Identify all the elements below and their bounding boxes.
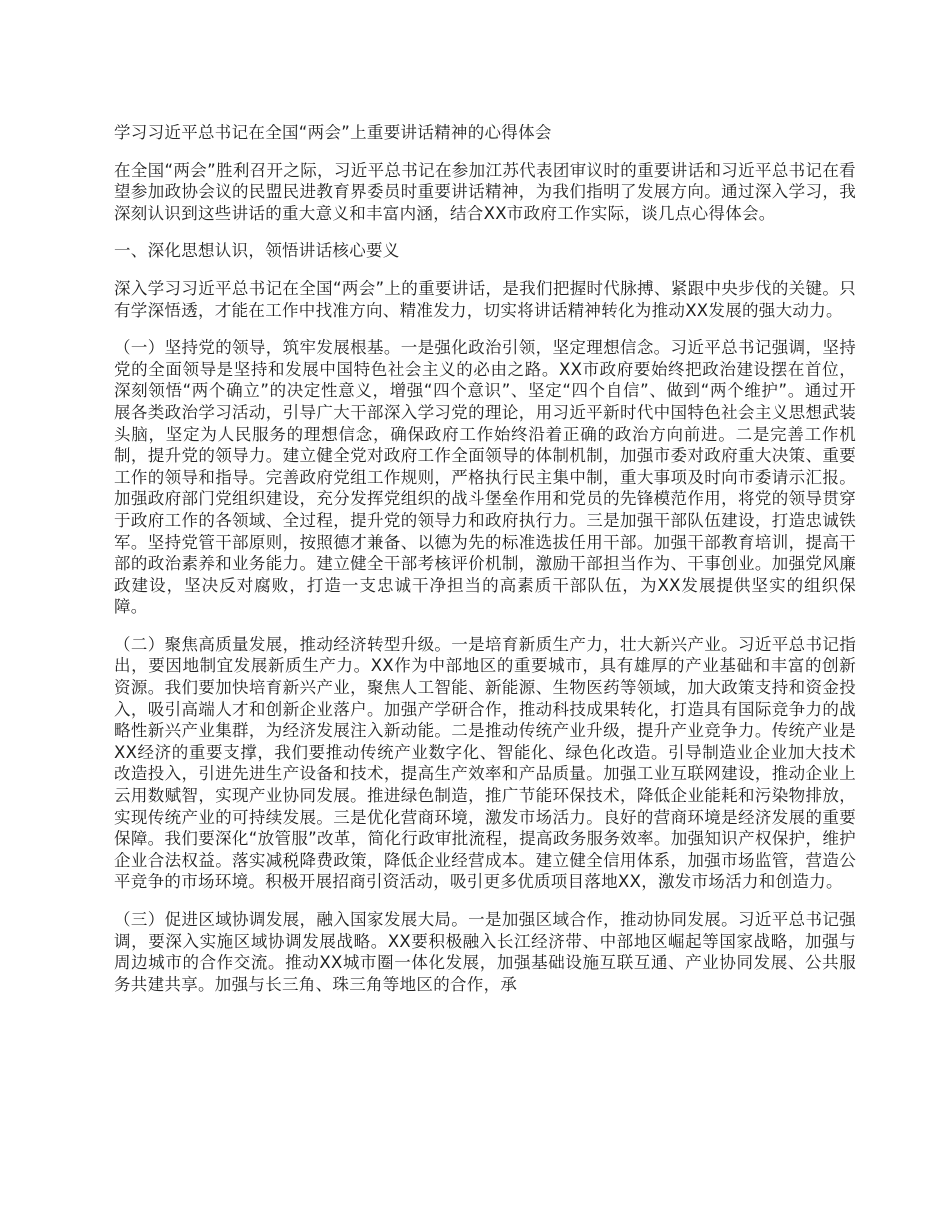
document-body	[114, 122, 856, 1011]
section-intro-paragraph: 深入学习习近平总书记在全国“两会”上的重要讲话，是我们把握时代脉搏、紧跟中央步伐的关键。只有学深悟透，才能在工作中找准方向、精准发力，切实将讲话精神转化为推动XX发展的强大动力。	[114, 278, 856, 320]
intro-paragraph: 在全国“两会”胜利召开之际，习近平总书记在参加江苏代表团审议时的重要讲话和习近平总书记在看望参加政协会议的民盟民进教育界委员时重要讲话精神，为我们指明了发展方向。通过深入学习，我深刻认识到这些讲话的重大意义和丰富内涵，结合XX市政府工作实际，谈几点心得体会。	[114, 160, 856, 223]
document-title: 学习习近平总书记在全国“两会”上重要讲话精神的心得体会	[114, 123, 552, 142]
paragraph-high-quality-development: （二）聚焦高质量发展，推动经济转型升级。一是培育新质生产力，壮大新兴产业。习近平总书记指出，要因地制宜发展新质生产力。XX作为中部地区的重要城市，具有雄厚的产业基础和丰富的创新资源。我们要加快培育新兴产业，聚焦人工智能、新能源、生物医药等领域，加大政策支持和资金投入，吸引高端人才和创新企业落户。加强产学研合作，推动科技成果转化，打造具有国际竞争力的战略性新兴产业集群，为经济发展注入新动能。二是推动传统产业升级，提升产业竞争力。传统产业是XX经济的重要支撑，我们要推动传统产业数字化、智能化、绿色化改造。引导制造业企业加大技术改造投入，引进先进生产设备和技术，提高生产效率和产品质量。加强工业互联网建设，推动企业上云用数赋智，实现产业协同发展。推进绿色制造，推广节能环保技术，降低企业能耗和污染物排放，实现传统产业的可持续发展。三是优化营商环境，激发市场活力。良好的营商环境是经济发展的重要保障。我们要深化“放管服”改革，简化行政审批流程，提高政务服务效率。加强知识产权保护，维护企业合法权益。落实减税降费政策，降低企业经营成本。建立健全信用体系，加强市场监管，营造公平竞争的市场环境。积极开展招商引资活动，吸引更多优质项目落地XX，激发市场活力和创造力。	[114, 634, 856, 892]
section-heading: 一、深化思想认识，领悟讲话核心要义	[114, 241, 400, 261]
paragraph-party-leadership: （一）坚持党的领导，筑牢发展根基。一是强化政治引领，坚定理想信念。习近平总书记强调，坚持党的全面领导是坚持和发展中国特色社会主义的必由之路。XX市政府要始终把政治建设摆在首位，深刻领悟“两个确立”的决定性意义，增强“四个意识”、坚定“四个自信”、做到“两个维护”。通过开展各类政治学习活动，引导广大干部深入学习党的理论，用习近平新时代中国特色社会主义思想武装头脑，坚定为人民服务的理想信念，确保政府工作始终沿着正确的政治方向前进。二是完善工作机制，提升党的领导力。建立健全党对政府工作全面领导的体制机制，加强市委对政府重大决策、重要工作的领导和指导。完善政府党组工作规则，严格执行民主集中制，重大事项及时向市委请示汇报。加强政府部门党组织建设，充分发挥党组织的战斗堡垒作用和党员的先锋模范作用，将党的领导贯穿于政府工作的各领域、全过程，提升党的领导力和政府执行力。三是加强干部队伍建设，打造忠诚铁军。坚持党管干部原则，按照德才兼备、以德为先的标准选拔任用干部。加强干部教育培训，提高干部的政治素养和业务能力。建立健全干部考核评价机制，激励干部担当作为、干事创业。加强党风廉政建设，坚决反对腐败，打造一支忠诚干净担当的高素质干部队伍，为XX发展提供坚实的组织保障。	[114, 338, 856, 617]
paragraph-regional-coordination: （三）促进区域协调发展，融入国家发展大局。一是加强区域合作，推动协同发展。习近平总书记强调，要深入实施区域协调发展战略。XX要积极融入长江经济带、中部地区崛起等国家战略，加强与周边城市的合作交流。推动XX城市圈一体化发展，加强基础设施互联互通、产业协同发展、公共服务共建共享。加强与长三角、珠三角等地区的合作，承	[114, 910, 856, 994]
